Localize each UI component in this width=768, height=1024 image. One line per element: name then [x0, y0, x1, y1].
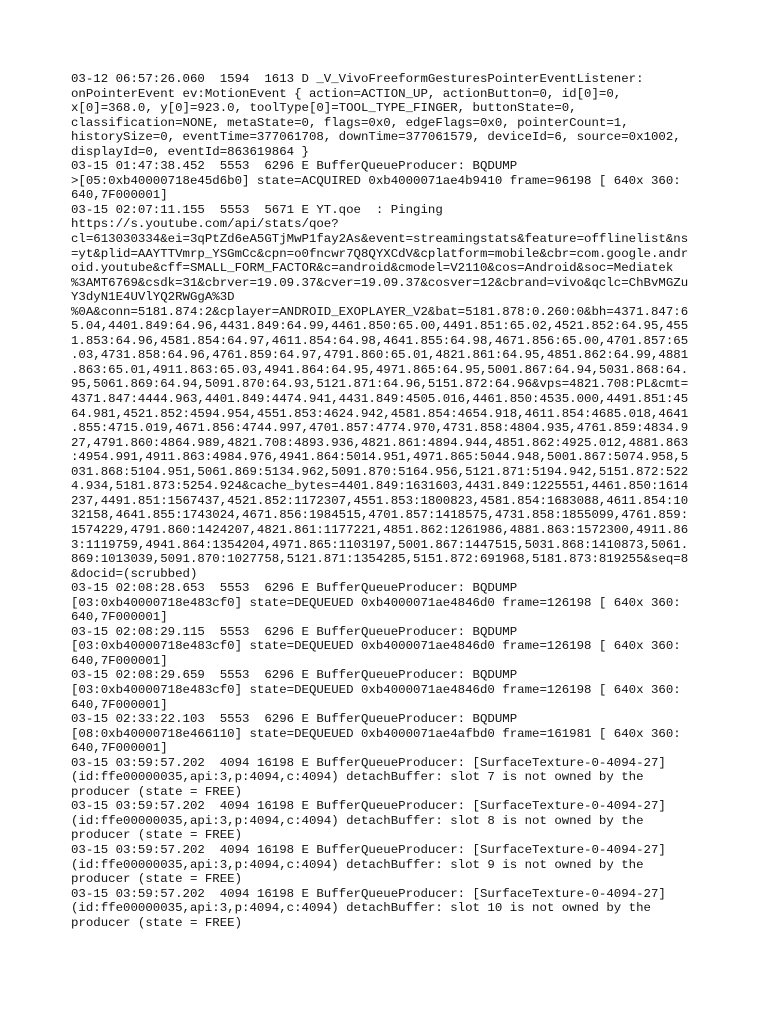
log-entry-bqdump-dequeued: 03-15 02:08:29.659 5553 6296 E BufferQueueProducer: BQDUMP [03:0xb40000718e483cf0] state=DEQUEUED 0xb4000071ae4846d0 frame=126198 [ 640x 360: 640,7F000001]: [71, 668, 681, 712]
log-entry-bqdump-dequeued: 03-15 02:08:28.653 5553 6296 E BufferQueueProducer: BQDUMP [03:0xb40000718e483cf0] state=DEQUEUED 0xb4000071ae4846d0 frame=126198 [ 640x 360: 640,7F000001]: [71, 581, 681, 625]
log-entry-bqdump-dequeued: 03-15 02:08:29.115 5553 6296 E BufferQueueProducer: BQDUMP [03:0xb40000718e483cf0] state=DEQUEUED 0xb4000071ae4846d0 frame=126198 [ 640x 360: 640,7F000001]: [71, 624, 681, 668]
log-entry-detach-buffer: 03-15 03:59:57.202 4094 16198 E BufferQueueProducer: [SurfaceTexture-0-4094-27] (id:ffe00000035,api:3,p:4094,c:4094) detachBuffer: slot 7 is not owned by the producer (state = FREE): [71, 755, 666, 799]
log-entry-detach-buffer: 03-15 03:59:57.202 4094 16198 E BufferQueueProducer: [SurfaceTexture-0-4094-27] (id:ffe00000035,api:3,p:4094,c:4094) detachBuffer: slot 8 is not owned by the producer (state = FREE): [71, 799, 666, 843]
log-entry-detach-buffer: 03-15 03:59:57.202 4094 16198 E BufferQueueProducer: [SurfaceTexture-0-4094-27] (id:ffe00000035,api:3,p:4094,c:4094) detachBuffer: slot 10 is not owned by the producer (state = FREE): [71, 886, 666, 930]
log-entry-bqdump-dequeued: 03-15 02:33:22.103 5553 6296 E BufferQueueProducer: BQDUMP [08:0xb40000718e466110] state=DEQUEUED 0xb4000071ae4afbd0 frame=161981 [ 640x 360: 640,7F000001]: [71, 712, 681, 756]
log-entry-motion-event: 03-12 06:57:26.060 1594 1613 D _V_VivoFreeformGesturesPointerEventListener: onPointerEvent ev:MotionEvent { action=ACTION_UP, actionButton=0, id[0]=0, x[0]=368.0, y[0]=923.0, toolType[0]=TOOL_TYPE_FINGER, buttonState=0, classification=NONE, metaState=0, flags=0x0, edgeFlags=0x0, pointerCount=1, historySize=0, eventTime=377061708, downTime=377061579, deviceId=6, source=0x1002, displayId=0, eventId=863619864 }: [71, 72, 681, 159]
log-entry-detach-buffer: 03-15 03:59:57.202 4094 16198 E BufferQueueProducer: [SurfaceTexture-0-4094-27] (id:ffe00000035,api:3,p:4094,c:4094) detachBuffer: slot 9 is not owned by the producer (state = FREE): [71, 842, 666, 887]
log-document: [71, 72, 703, 930]
log-entry-yt-qoe-ping: 03-15 02:07:11.155 5553 5671 E YT.qoe : Pinging https://s.youtube.com/api/stats/qoe? cl=613030334&ei=3qPtZd6eA5GTjMwP1fay2As&event=streamingstats&feature=offlinelist&ns =yt&plid=AAYTTVmrp_YSGmCc&cpn=o0fncwr7Q8QYXCdV&cplatform=mobile&cbr=com.google.andr oid.youtube&cff=SMALL_FORM_FACTOR&c=android&cmodel=V2110&cos=Android&soc=Mediatek %3AMT6769&csdk=31&cbrver=19.09.37&cver=19.09.37&cosver=12&cbrand=vivo&qclc=ChBvMGZu Y3dyN1E4UVlYQ2RWGgA%3D %0A&conn=5181.874:2&cplayer=ANDROID_EXOPLAYER_V2&bat=5181.878:0.260:0&bh=4371.847:6 5.04,4401.849:64.96,4431.849:64.99,4461.850:65.00,4491.851:65.02,4521.852:64.95,455 1.853:64.96,4581.854:64.97,4611.854:64.98,4641.855:64.98,4671.856:65.00,4701.857:65 .03,4731.858:64.96,4761.859:64.97,4791.860:65.01,4821.861:64.95,4851.862:64.99,4881 .863:65.01,4911.863:65.03,4941.864:64.95,4971.865:64.95,5001.867:64.94,5031.868:64. 95,5061.869:64.94,5091.870:64.93,5121.871:64.96,5151.872:64.96&vps=4821.708:PL&cmt= 4371.847:4444.963,4401.849:4474.941,4431.849:4505.016,4461.850:4535.000,4491.851:45 64.981,4521.852:4594.954,4551.853:4624.942,4581.854:4654.918,4611.854:4685.018,4641 .855:4715.019,4671.856:4744.997,4701.857:4774.970,4731.858:4804.935,4761.859:4834.9 27,4791.860:4864.989,4821.708:4893.936,4821.861:4894.944,4851.862:4925.012,4881.863 :4954.991,4911.863:4984.976,4941.864:5014.951,4971.865:5044.948,5001.867:5074.958,5 031.868:5104.951,5061.869:5134.962,5091.870:5164.956,5121.871:5194.942,5151.872:522 4.934,5181.873:5254.924&cache_bytes=4401.849:1631603,4431.849:1225551,4461.850:1614 237,4491.851:1567437,4521.852:1172307,4551.853:1800823,4581.854:1683088,4611.854:10 32158,4641.855:1743024,4671.856:1984515,4701.857:1418575,4731.858:1855099,4761.859: 1574229,4791.860:1424207,4821.861:1177221,4851.862:1261986,4881.863:1572300,4911.86 3:1119759,4941.864:1354204,4971.865:1103197,5001.867:1447515,5031.868:1410873,5061. 869:1013039,5091.870:1027758,5121.871:1354285,5151.872:691968,5181.873:819255&seq=8 &docid=(scrubbed): [71, 202, 689, 581]
log-entry-bqdump-acquired: 03-15 01:47:38.452 5553 6296 E BufferQueueProducer: BQDUMP >[05:0xb40000718e45d6b0] state=ACQUIRED 0xb4000071ae4b9410 frame=96198 [ 640x 360: 640,7F000001]: [71, 159, 681, 203]
